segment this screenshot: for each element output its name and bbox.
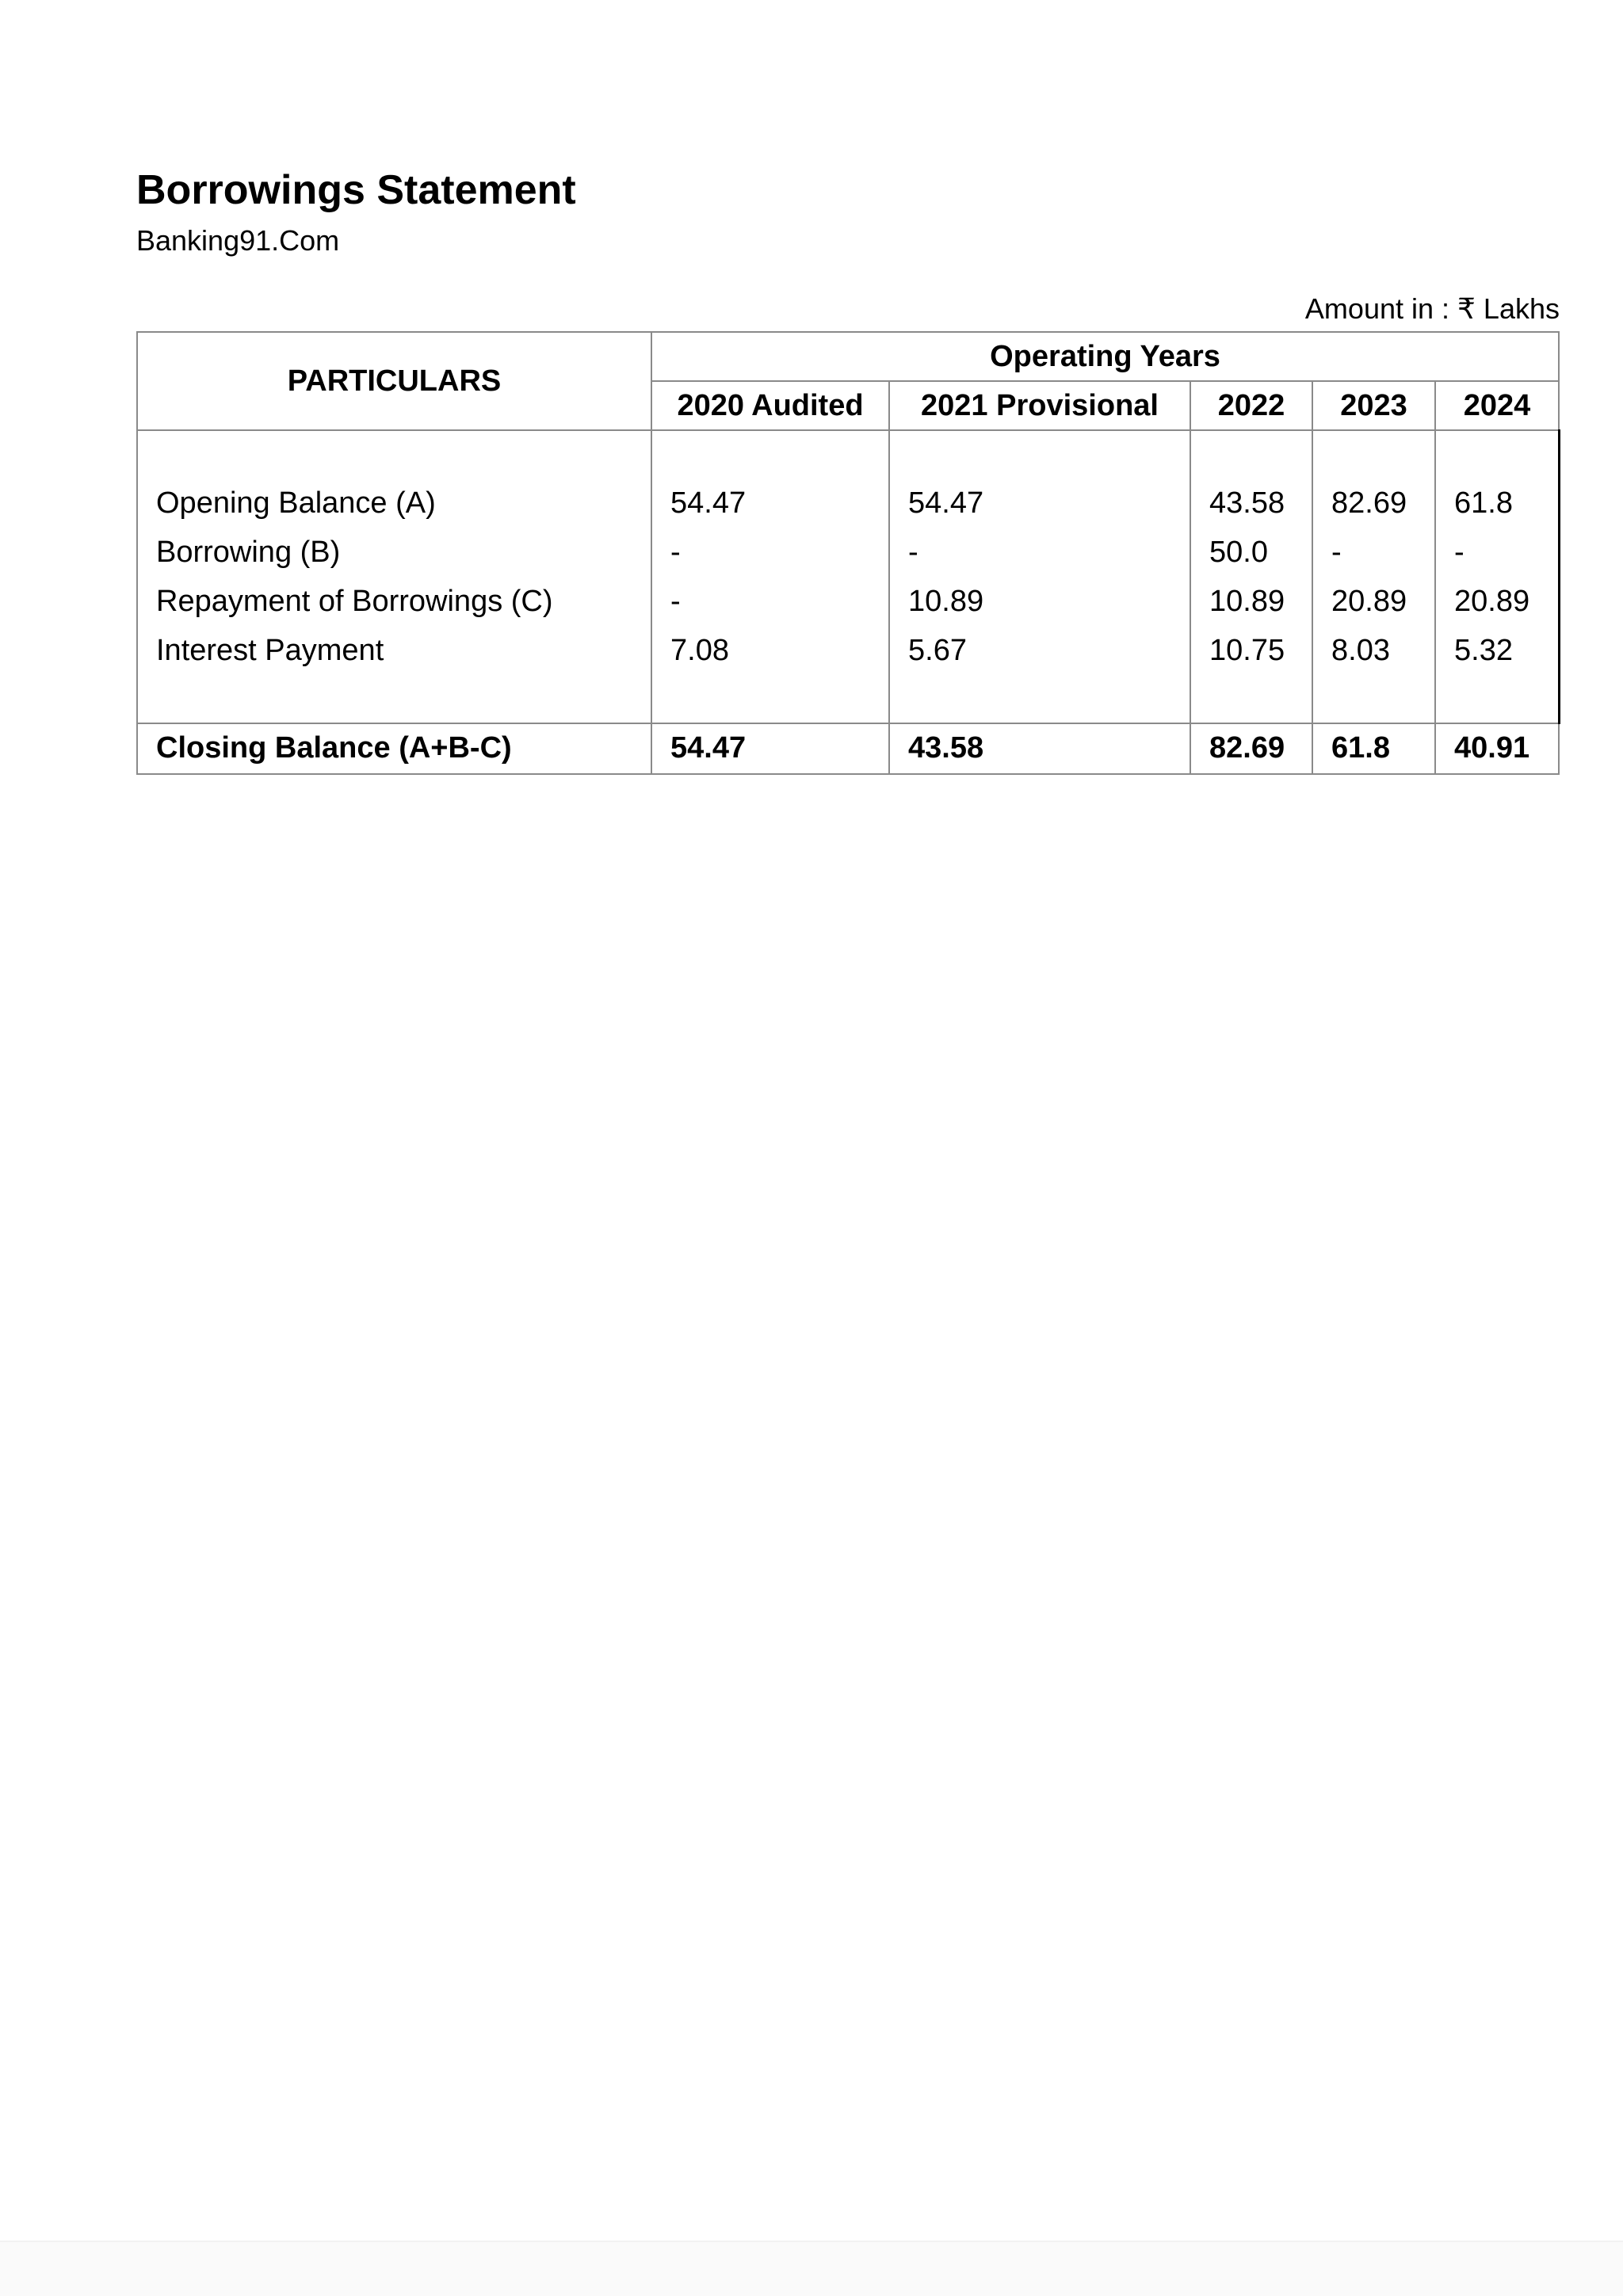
closing-balance-row [137,723,1559,774]
row-label-borrowing: Borrowing (B) [156,536,341,569]
cell-value: 54.47 [670,486,747,520]
year-header-2020: 2020 Audited [651,381,889,430]
cell-value: 5.67 [908,634,967,667]
cell-value: 10.89 [908,585,984,618]
cell-value: 61.8 [1454,486,1513,520]
values-column-2021 [889,430,1190,723]
cell-value: - [908,536,918,569]
cell-value: 20.89 [1331,585,1407,618]
source-label: Banking91.Com [136,224,340,257]
cell-value: 20.89 [1454,585,1530,618]
cell-value: - [1331,536,1342,569]
page-footer-band [0,2241,1623,2296]
cell-value: 10.89 [1209,585,1285,618]
closing-value-2020: 54.47 [651,723,889,774]
cell-value: 43.58 [1209,486,1285,520]
row-label-interest-payment: Interest Payment [156,634,384,667]
cell-value: 82.69 [1331,486,1407,520]
operating-years-header: Operating Years [651,332,1559,381]
values-column-2022 [1190,430,1312,723]
cell-value: 50.0 [1209,536,1268,569]
year-header-2024: 2024 [1435,381,1559,430]
cell-value: - [670,585,681,618]
cell-value: 8.03 [1331,634,1390,667]
cell-value: 54.47 [908,486,984,520]
row-label-opening-balance: Opening Balance (A) [156,486,436,520]
closing-value-2024: 40.91 [1435,723,1559,774]
cell-value: 10.75 [1209,634,1285,667]
values-column-2024 [1435,430,1559,723]
table-body-row [137,430,1559,723]
year-header-2022: 2022 [1190,381,1312,430]
year-header-2021: 2021 Provisional [889,381,1190,430]
header-row-1 [137,332,1559,381]
values-column-2020 [651,430,889,723]
closing-value-2023: 61.8 [1312,723,1435,774]
particulars-header: PARTICULARS [137,332,651,430]
cell-value: - [670,536,681,569]
borrowings-table [136,331,1560,775]
closing-value-2022: 82.69 [1190,723,1312,774]
closing-value-2021: 43.58 [889,723,1190,774]
row-label-repayment: Repayment of Borrowings (C) [156,585,553,618]
particulars-column [137,430,651,723]
values-column-2023 [1312,430,1435,723]
cell-value: 5.32 [1454,634,1513,667]
year-header-2023: 2023 [1312,381,1435,430]
unit-note: Amount in : ₹ Lakhs [1304,292,1560,325]
page-title: Borrowings Statement [136,167,576,213]
cell-value: 7.08 [670,634,729,667]
closing-balance-label: Closing Balance (A+B-C) [137,723,651,774]
cell-value: - [1454,536,1465,569]
